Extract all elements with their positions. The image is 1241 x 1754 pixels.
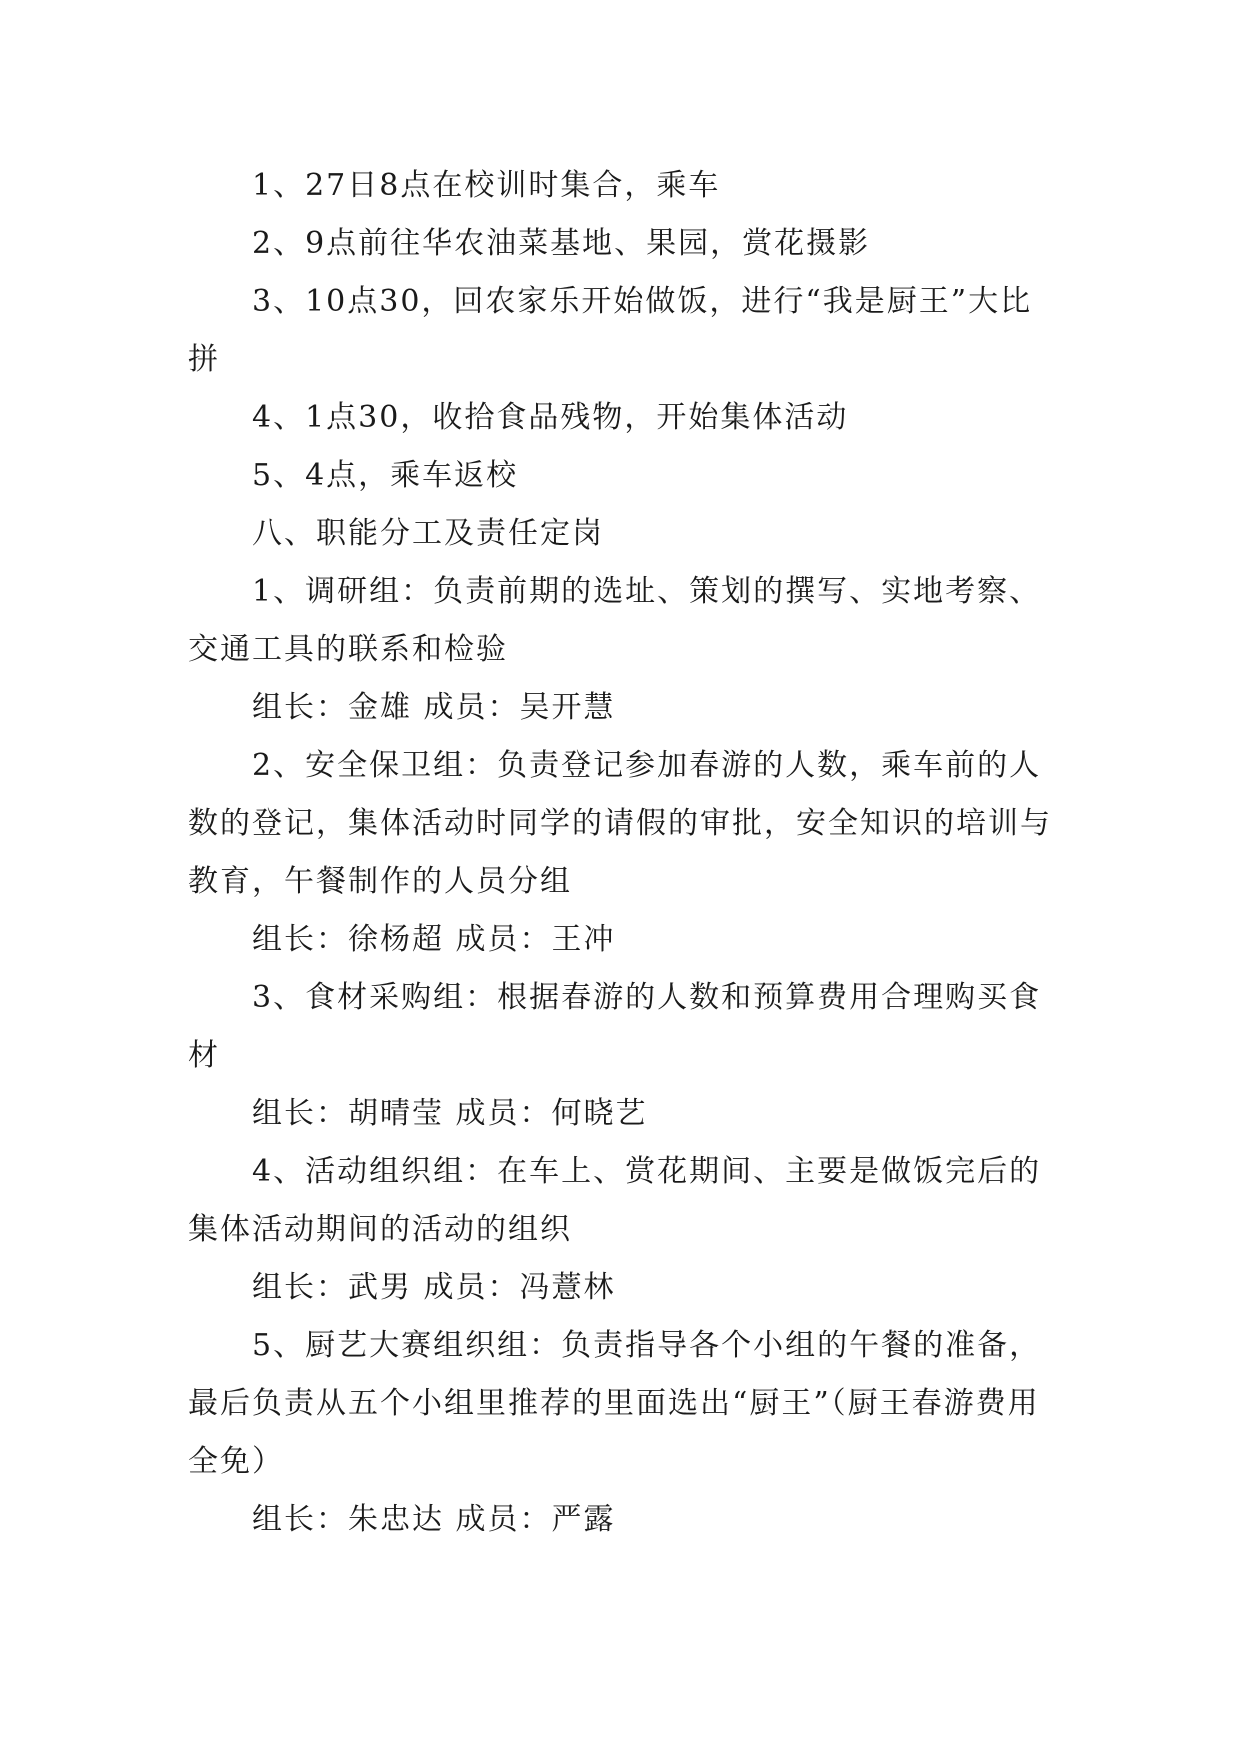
team-cooking-contest-duties: 5、厨艺大赛组织组：负责指导各个小组的午餐的准备，最后负责从五个小组里推荐的里面选出“厨王”（厨王春游费用全免）	[188, 1328, 1042, 1479]
team-activities-members: 组长：武男 成员：冯薏林	[252, 1270, 616, 1305]
schedule-item-3: 3、10点30，回农家乐开始做饭，进行“我是厨王”大比拼	[188, 284, 1033, 377]
document-body	[188, 157, 1058, 1549]
team-security-duties: 2、安全保卫组：负责登记参加春游的人数，乘车前的人数的登记，集体活动时同学的请假的审批，安全知识的培训与教育，午餐制作的人员分组	[188, 748, 1052, 899]
section-heading: 八、职能分工及责任定岗	[252, 516, 604, 551]
team-purchasing-duties: 3、食材采购组：根据春游的人数和预算费用合理购买食材	[188, 980, 1042, 1073]
schedule-item-4: 4、1点30，收拾食品残物，开始集体活动	[252, 400, 849, 435]
schedule-item-1: 1、27日8点在校训时集合，乘车	[252, 168, 721, 203]
team-cooking-contest-members: 组长：朱忠达 成员：严露	[252, 1502, 616, 1537]
team-research-duties: 1、调研组：负责前期的选址、策划的撰写、实地考察、交通工具的联系和检验	[188, 574, 1042, 667]
schedule-item-5: 5、4点，乘车返校	[252, 458, 519, 493]
team-research-members: 组长：金雄 成员：吴开慧	[252, 690, 616, 725]
team-security-members: 组长：徐杨超 成员：王冲	[252, 922, 616, 957]
schedule-item-2: 2、9点前往华农油菜基地、果园，赏花摄影	[252, 226, 871, 261]
team-purchasing-members: 组长：胡晴莹 成员：何晓艺	[252, 1096, 648, 1131]
team-activities-duties: 4、活动组织组：在车上、赏花期间、主要是做饭完后的集体活动期间的活动的组织	[188, 1154, 1042, 1247]
